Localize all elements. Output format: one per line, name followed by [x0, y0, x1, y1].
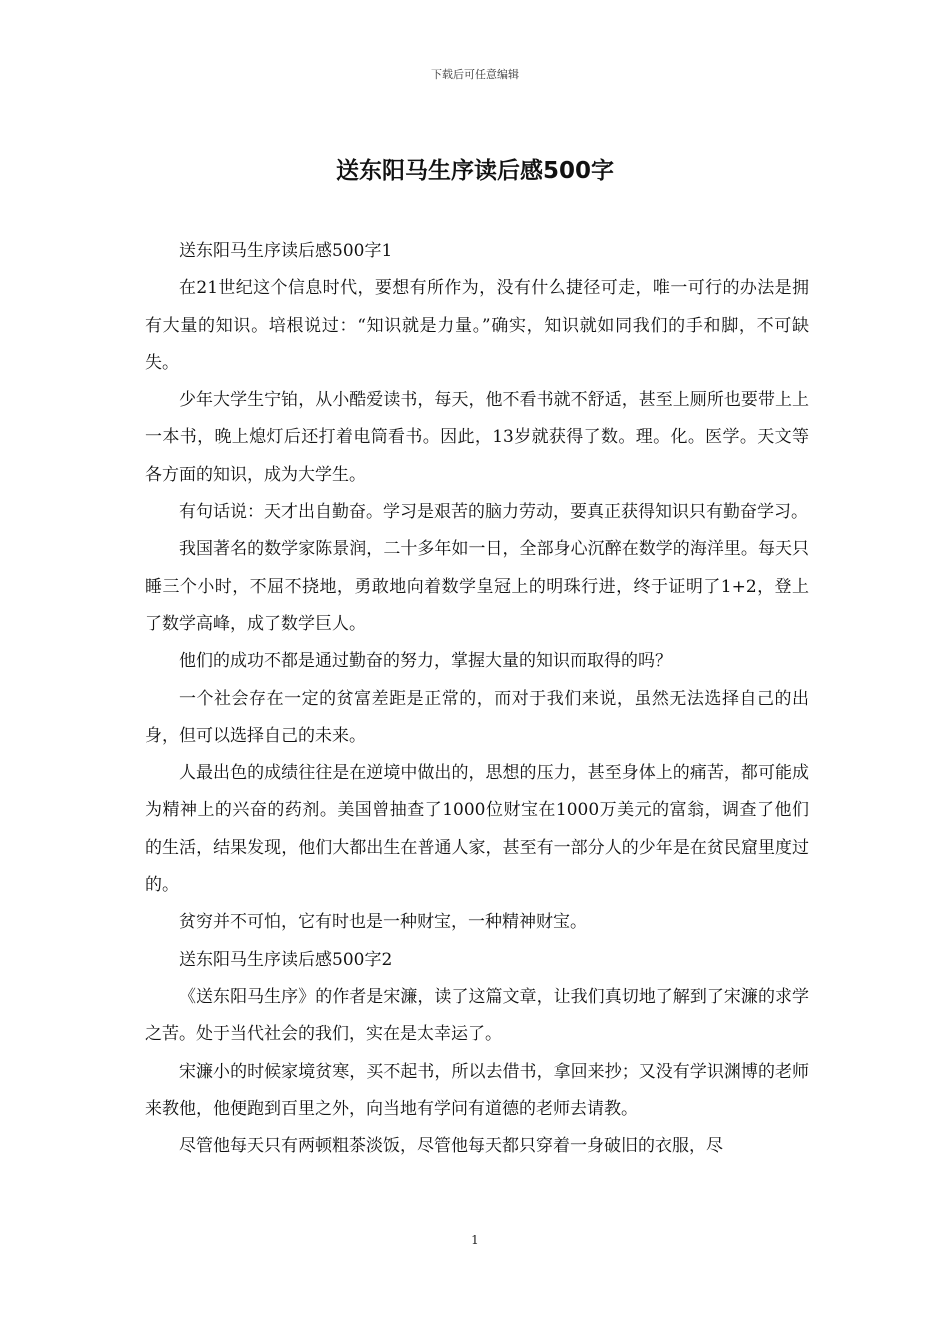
- section-heading-1: 送东阳马生序读后感500字1: [179, 241, 393, 261]
- header-note: 下载后可任意编辑: [431, 68, 519, 81]
- document-title: 送东阳马生序读后感500字: [335, 158, 614, 184]
- paragraph: 《送东阳马生序》的作者是宋濂，读了这篇文章，让我们真切地了解到了宋濂的求学之苦。处于当代社会的我们，实在是太幸运了。: [145, 986, 809, 1045]
- paragraph: 人最出色的成绩往往是在逆境中做出的，思想的压力，甚至身体上的痛苦，都可能成为精神上的兴奋的药剂。美国曾抽查了1000位财宝在1000万美元的富翁，调查了他们的生活，结果发现，他们大都出生在普通人家，甚至有一部分人的少年是在贫民窟里度过的。: [145, 763, 809, 896]
- paragraph: 贫穷并不可怕，它有时也是一种财宝，一种精神财宝。: [179, 912, 587, 933]
- paragraph: 在21世纪这个信息时代，要想有所作为，没有什么捷径可走，唯一可行的办法是拥有大量的知识。培根说过：“知识就是力量。”确实，知识就如同我们的手和脚，不可缺失。: [145, 278, 809, 373]
- paragraph: 有句话说：天才出自勤奋。学习是艰苦的脑力劳动，要真正获得知识只有勤奋学习。: [179, 502, 808, 523]
- document-body: [145, 233, 809, 1165]
- paragraph: 他们的成功不都是通过勤奋的努力，掌握大量的知识而取得的吗？: [179, 651, 672, 672]
- page-number: 1: [471, 1233, 479, 1247]
- section-heading-2: 送东阳马生序读后感500字2: [179, 949, 393, 970]
- paragraph: 少年大学生宁铂，从小酷爱读书，每天，他不看书就不舒适，甚至上厕所也要带上上一本书，晚上熄灯后还打着电筒看书。因此，13岁就获得了数。理。化。医学。天文等各方面的知识，成为大学生。: [145, 390, 809, 485]
- paragraph: 尽管他每天只有两顿粗茶淡饭，尽管他每天都只穿着一身破旧的衣服，尽: [179, 1136, 723, 1157]
- paragraph: 宋濂小的时候家境贫寒，买不起书，所以去借书，拿回来抄；又没有学识渊博的老师来教他，他便跑到百里之外，向当地有学问有道德的老师去请教。: [145, 1061, 809, 1119]
- paragraph: 一个社会存在一定的贫富差距是正常的，而对于我们来说，虽然无法选择自己的出身，但可以选择自己的未来。: [145, 688, 809, 746]
- paragraph: 我国著名的数学家陈景润，二十多年如一日，全部身心沉醉在数学的海洋里。每天只睡三个小时，不屈不挠地，勇敢地向着数学皇冠上的明珠行进，终于证明了1+2，登上了数学高峰，成了数学巨人。: [145, 539, 809, 634]
